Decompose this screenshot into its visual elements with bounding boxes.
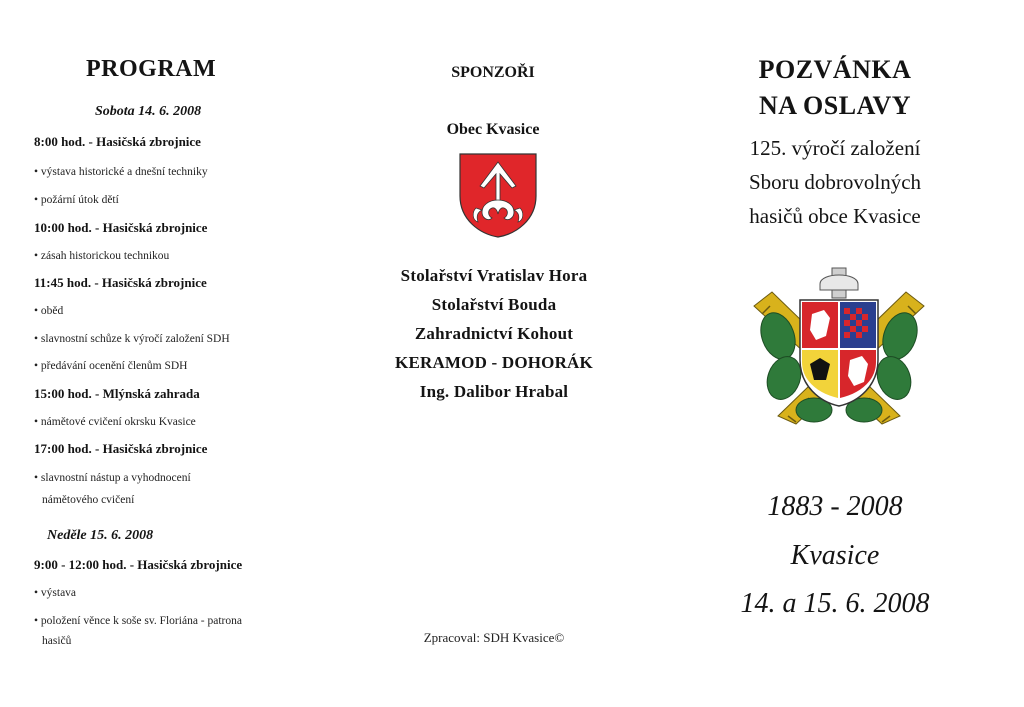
sponsor-name: Zahradnictví Kohout bbox=[414, 324, 574, 343]
sponsor-name: Ing. Dalibor Hrabal bbox=[419, 382, 569, 401]
sponsor-name: KERAMOD - DOHORÁK bbox=[395, 353, 593, 372]
years-text: 1883 - 2008 bbox=[767, 491, 903, 522]
program-item: • výstava bbox=[34, 587, 77, 599]
saturday-heading: Sobota 14. 6. 2008 bbox=[95, 104, 202, 119]
invitation-subtitle: hasičů obce Kvasice bbox=[749, 204, 921, 228]
program-item: 9:00 - 12:00 hod. - Hasičská zbrojnice bbox=[34, 557, 243, 572]
program-item: • předávání ocenění členům SDH bbox=[34, 360, 188, 372]
program-item: • námětové cvičení okrsku Kvasice bbox=[34, 416, 196, 428]
program-item-text: • slavnostní nástup a vyhodnocení bbox=[34, 472, 191, 484]
program-item-continuation: námětového cvičení bbox=[42, 494, 135, 506]
program-item: 10:00 hod. - Hasičská zbrojnice bbox=[34, 220, 208, 235]
program-item bbox=[34, 613, 324, 649]
invitation-subtitle: Sboru dobrovolných bbox=[748, 170, 922, 194]
invitation-title-line1: POZVÁNKA bbox=[758, 55, 912, 84]
program-item: 8:00 hod. - Hasičská zbrojnice bbox=[34, 134, 201, 149]
village-name: Obec Kvasice bbox=[446, 121, 540, 138]
program-item: • slavnostní schůze k výročí založení SDH bbox=[34, 333, 230, 345]
program-title: PROGRAM bbox=[86, 56, 217, 82]
program-column bbox=[30, 0, 330, 707]
sponsors-column bbox=[360, 0, 660, 707]
invitation-title-line2: NA OSLAVY bbox=[758, 91, 912, 120]
program-item-continuation: hasičů bbox=[42, 635, 72, 647]
firefighter-emblem-icon bbox=[750, 266, 928, 426]
program-item: • požární útok dětí bbox=[34, 194, 119, 206]
program-item: • výstava historické a dnešní techniky bbox=[34, 166, 208, 178]
program-item: • zásah historickou technikou bbox=[34, 250, 170, 262]
program-item: 17:00 hod. - Hasičská zbrojnice bbox=[34, 441, 208, 456]
sponsor-name: Stolařství Bouda bbox=[431, 295, 557, 314]
program-item: • oběd bbox=[34, 305, 64, 317]
invitation-subtitle: 125. výročí založení bbox=[749, 136, 921, 160]
dates-text: 14. a 15. 6. 2008 bbox=[740, 588, 930, 619]
kvasice-coat-of-arms-icon bbox=[458, 152, 538, 238]
program-item: 11:45 hod. - Hasičská zbrojnice bbox=[34, 275, 207, 290]
sunday-heading: Neděle 15. 6. 2008 bbox=[47, 528, 154, 543]
program-item: 15:00 hod. - Mlýnská zahrada bbox=[34, 386, 200, 401]
credit-text: Zpracoval: SDH Kvasice© bbox=[423, 630, 565, 645]
place-text: Kvasice bbox=[790, 540, 880, 571]
program-item-text: • položení věnce k soše sv. Floriána - patrona bbox=[34, 615, 242, 627]
sponsors-title: SPONZOŘI bbox=[451, 64, 535, 81]
program-item bbox=[34, 470, 324, 508]
sponsor-name: Stolařství Vratislav Hora bbox=[400, 266, 588, 285]
invitation-column bbox=[700, 0, 970, 707]
